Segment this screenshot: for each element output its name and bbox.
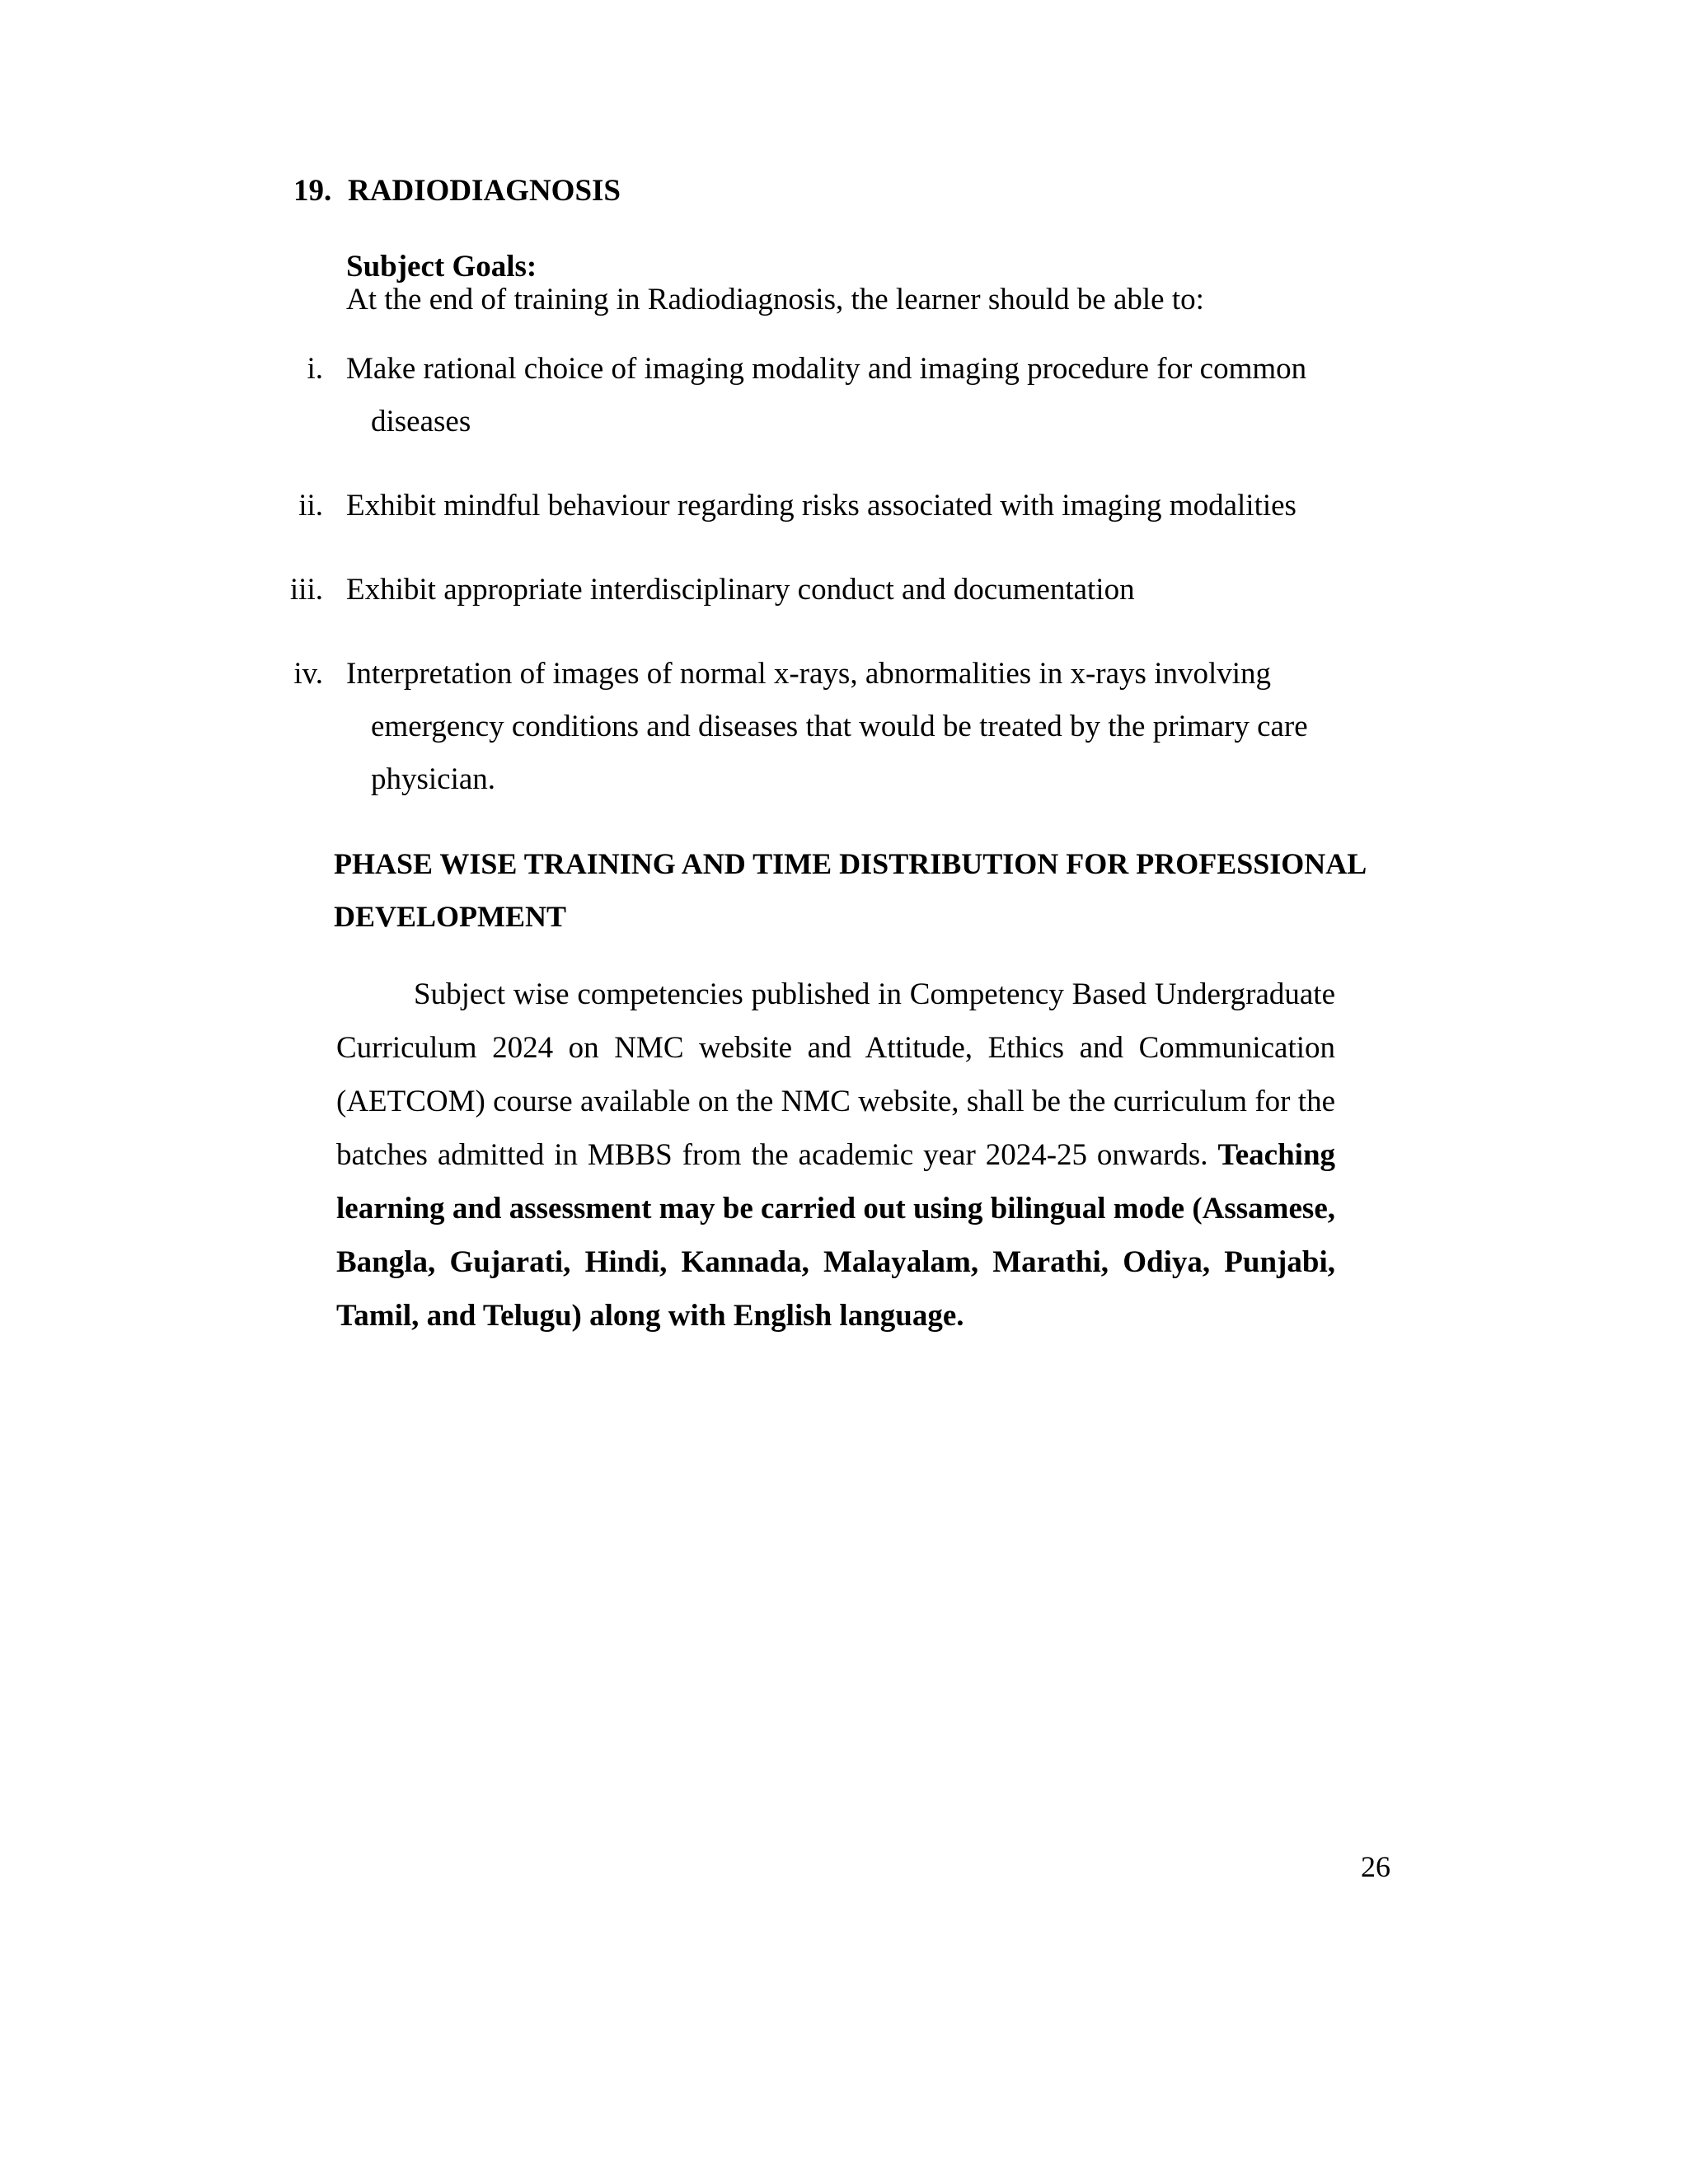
curriculum-paragraph [336, 968, 1335, 1343]
goal-text: Interpretation of images of normal x-rays, abnormalities in x-rays involving [346, 657, 1272, 691]
goal-numeral: iv. [293, 657, 323, 691]
section-title-text: RADIODIAGNOSIS [348, 174, 621, 208]
goal-text: diseases [371, 405, 471, 438]
goal-text: Exhibit appropriate interdisciplinary conduct and documentation [346, 573, 1135, 607]
goal-numeral: iii. [289, 573, 323, 607]
curriculum-paragraph-text: Subject wise competencies published in Competency Based Undergraduate Curriculum 2024 on NMC website and Attitude, Ethics and Communication (AETCOM) course available on the NMC website, shall be the curriculum for the batches admitted in MBBS from the academic year 2024-25 onwards. [336, 977, 1335, 1172]
goal-text: Make rational choice of imaging modality and imaging procedure for common [346, 352, 1307, 386]
subject-goals-intro: At the end of training in Radiodiagnosis, the learner should be able to: [346, 283, 1204, 316]
section-title [293, 173, 621, 209]
goal-text: emergency conditions and diseases that would be treated by the primary care [371, 710, 1308, 743]
phase-heading-line-1: PHASE WISE TRAINING AND TIME DISTRIBUTION FOR PROFESSIONAL [334, 847, 1367, 880]
bilingual-mode-note: Teaching learning and assessment may be carried out using bilingual mode (Assamese, Bangla, Gujarati, Hindi, Kannada, Malayalam, Marathi, Odiya, Punjabi, Tamil, and Telugu) along with English language. [336, 1138, 1336, 1333]
subject-goals-heading: Subject Goals: [346, 250, 537, 284]
section-number: 19. [293, 174, 332, 208]
goal-text: Exhibit mindful behaviour regarding risks associated with imaging modalities [346, 489, 1296, 523]
page-number: 26 [1361, 1850, 1390, 1883]
goal-text: physician. [371, 762, 496, 796]
goal-numeral: i. [307, 352, 323, 386]
goal-numeral: ii. [298, 489, 323, 523]
phase-heading-line-2: DEVELOPMENT [334, 900, 567, 933]
